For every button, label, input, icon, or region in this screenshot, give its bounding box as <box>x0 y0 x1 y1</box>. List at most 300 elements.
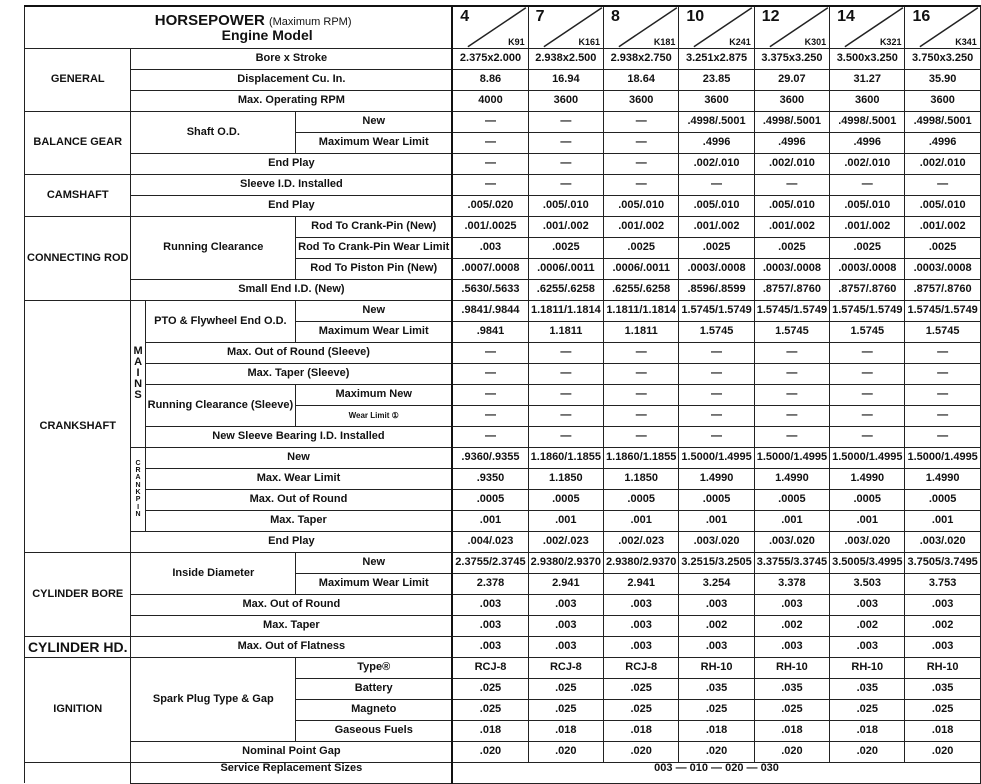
value-cell: 1.1860/1.1855 <box>604 447 679 468</box>
value-cell: RH-10 <box>830 657 905 678</box>
row-bore-taper <box>25 615 981 636</box>
value-cell: 3.500x3.250 <box>830 48 905 69</box>
row-point-gap <box>25 741 981 762</box>
value-cell: — <box>452 153 528 174</box>
mains-vertical-label <box>131 300 145 447</box>
value-cell: 3.251x2.875 <box>679 48 754 69</box>
value-cell: — <box>452 342 528 363</box>
label-type: Type® <box>296 657 453 678</box>
row-mains-od-new <box>25 300 981 321</box>
value-cell: 16.94 <box>528 69 603 90</box>
value-cell: .003 <box>528 594 603 615</box>
value-cell: .4996 <box>905 132 980 153</box>
value-cell: .003 <box>528 615 603 636</box>
label-pto-flywheel-od: PTO & Flywheel End O.D. <box>145 300 296 342</box>
value-cell: .003 <box>452 237 528 258</box>
label-battery: Battery <box>296 678 453 699</box>
value-cell: — <box>679 405 754 426</box>
value-cell: .003 <box>679 594 754 615</box>
row-bore-out-of-round <box>25 594 981 615</box>
value-cell: .003 <box>830 594 905 615</box>
value-cell: — <box>452 132 528 153</box>
crankpin-letter: A <box>135 474 141 482</box>
value-cell: 2.375x2.000 <box>452 48 528 69</box>
model-header <box>679 6 754 48</box>
value-cell: .005/.010 <box>905 195 980 216</box>
value-cell: — <box>528 153 603 174</box>
value-cell: — <box>528 342 603 363</box>
value-cell: .003 <box>452 636 528 657</box>
value-cell: 2.9380/2.9370 <box>528 552 603 573</box>
value-cell: 1.1860/1.1855 <box>528 447 603 468</box>
value-cell: — <box>452 363 528 384</box>
value-cell: 1.5745/1.5749 <box>679 300 754 321</box>
section-camshaft: CAMSHAFT <box>25 174 131 216</box>
value-cell: 2.941 <box>528 573 603 594</box>
value-cell: — <box>905 426 980 447</box>
value-cell: .003 <box>604 636 679 657</box>
section-crankshaft: CRANKSHAFT <box>25 300 131 552</box>
value-cell: — <box>528 174 603 195</box>
value-cell: RCJ-8 <box>528 657 603 678</box>
value-cell: .0025 <box>905 237 980 258</box>
value-cell: .001 <box>679 510 754 531</box>
value-cell: .005/.020 <box>452 195 528 216</box>
value-cell: — <box>604 405 679 426</box>
value-cell: 8.86 <box>452 69 528 90</box>
value-cell: .005/.010 <box>604 195 679 216</box>
label-service-replacement-sizes: Service Replacement Sizes <box>131 762 452 783</box>
value-cell: .0025 <box>528 237 603 258</box>
label-new-sleeve-bearing-id: New Sleeve Bearing I.D. Installed <box>145 426 452 447</box>
value-cell: .003 <box>452 594 528 615</box>
value-cell: .4998/.5001 <box>754 111 829 132</box>
value-cell: .001 <box>754 510 829 531</box>
value-cell: 1.1850 <box>604 468 679 489</box>
value-cell: — <box>528 384 603 405</box>
value-cell: .002 <box>830 615 905 636</box>
label-max-out-of-round: Max. Out of Round <box>145 489 452 510</box>
value-cell: .025 <box>604 678 679 699</box>
value-cell: .025 <box>679 699 754 720</box>
value-cell: .003 <box>830 636 905 657</box>
row-bore-stroke <box>25 48 981 69</box>
value-cell: .005/.010 <box>830 195 905 216</box>
value-cell: 31.27 <box>830 69 905 90</box>
value-cell: 1.5745/1.5749 <box>905 300 980 321</box>
row-crankpin-new <box>25 447 981 468</box>
row-crankpin-out-of-round <box>25 489 981 510</box>
value-cell: .004/.023 <box>452 531 528 552</box>
value-cell: 1.1811 <box>604 321 679 342</box>
value-cell: 1.4990 <box>679 468 754 489</box>
value-cell: .025 <box>528 699 603 720</box>
value-cell: .003/.020 <box>905 531 980 552</box>
value-cell: .6255/.6258 <box>528 279 603 300</box>
value-cell: .001/.002 <box>905 216 980 237</box>
value-cell: .0025 <box>830 237 905 258</box>
value-cell: — <box>754 405 829 426</box>
label-spark-plug-type-gap: Spark Plug Type & Gap <box>131 657 296 741</box>
row-cam-end-play <box>25 195 981 216</box>
value-cell: — <box>905 363 980 384</box>
value-cell: 1.5000/1.4995 <box>679 447 754 468</box>
mains-letter: M <box>133 345 143 357</box>
label-max-taper: Max. Taper <box>145 510 452 531</box>
value-cell: — <box>452 174 528 195</box>
value-cell: .020 <box>905 741 980 762</box>
value-cell: .025 <box>905 699 980 720</box>
value-cell: .0003/.0008 <box>830 258 905 279</box>
value-cell: .001 <box>830 510 905 531</box>
value-cell: 35.90 <box>905 69 980 90</box>
value-cell: .002/.023 <box>604 531 679 552</box>
value-cell: .4996 <box>830 132 905 153</box>
value-cell: 1.5745 <box>905 321 980 342</box>
value-cell: .002 <box>679 615 754 636</box>
value-cell: .020 <box>679 741 754 762</box>
value-cell: — <box>830 426 905 447</box>
table-header <box>25 6 453 48</box>
label-max-wear-limit: Maximum Wear Limit <box>296 132 453 153</box>
label-bore-stroke: Bore x Stroke <box>131 48 452 69</box>
value-cell: — <box>528 426 603 447</box>
value-cell: 3600 <box>528 90 603 111</box>
value-cell: .9360/.9355 <box>452 447 528 468</box>
value-cell: — <box>452 111 528 132</box>
header-subtitle: Engine Model <box>221 26 313 43</box>
value-cell: 1.1811/1.1814 <box>528 300 603 321</box>
value-cell: 3.375x3.250 <box>754 48 829 69</box>
model-number: K181 <box>653 36 676 47</box>
mains-letter: S <box>134 389 142 401</box>
value-cell: — <box>905 405 980 426</box>
value-cell: 3.503 <box>830 573 905 594</box>
value-cell: 3600 <box>679 90 754 111</box>
value-cell: .025 <box>452 699 528 720</box>
value-cell: .035 <box>679 678 754 699</box>
value-cell: .003 <box>604 594 679 615</box>
value-cell: — <box>604 153 679 174</box>
value-cell: — <box>528 405 603 426</box>
value-cell: — <box>528 363 603 384</box>
value-cell: .4998/.5001 <box>905 111 980 132</box>
value-cell: 3.7505/3.7495 <box>905 552 980 573</box>
value-cell: — <box>679 342 754 363</box>
value-cell: — <box>679 363 754 384</box>
value-cell: .025 <box>528 678 603 699</box>
value-cell: 18.64 <box>604 69 679 90</box>
header-title: HORSEPOWER <box>154 11 265 29</box>
crankpin-vertical-label <box>131 447 145 531</box>
value-cell: — <box>830 384 905 405</box>
label-small-end-id: Small End I.D. (New) <box>131 279 452 300</box>
section-cylinder-hd: CYLINDER HD. <box>25 636 131 657</box>
value-cell: 3.753 <box>905 573 980 594</box>
mains-letter: A <box>134 356 143 368</box>
value-cell: 1.5745 <box>830 321 905 342</box>
value-cell: 1.5000/1.4995 <box>830 447 905 468</box>
value-cell: .4996 <box>679 132 754 153</box>
value-cell: 2.378 <box>452 573 528 594</box>
value-cell: 2.3755/2.3745 <box>452 552 528 573</box>
value-cell: .0003/.0008 <box>754 258 829 279</box>
row-rod-crankpin-new <box>25 216 981 237</box>
value-cell: .4998/.5001 <box>679 111 754 132</box>
label-displacement: Displacement Cu. In. <box>131 69 452 90</box>
value-cell: .002/.023 <box>528 531 603 552</box>
model-header <box>754 6 829 48</box>
crankpin-letter: K <box>135 489 141 496</box>
value-cell: 29.07 <box>754 69 829 90</box>
service-sizes-values: 003 — 010 — 020 — 030 <box>452 762 980 783</box>
model-number: K91 <box>508 36 525 47</box>
label-max-rpm: Max. Operating RPM <box>131 90 452 111</box>
value-cell: 1.5745 <box>754 321 829 342</box>
value-cell: — <box>754 342 829 363</box>
label-max-wear-limit-short: Max. Wear Limit <box>145 468 452 489</box>
value-cell: .002/.010 <box>905 153 980 174</box>
blank-cell <box>25 762 131 783</box>
value-cell: — <box>754 363 829 384</box>
row-mains-rc-new <box>25 384 981 405</box>
value-cell: .001/.002 <box>528 216 603 237</box>
label-max-taper: Max. Taper <box>131 615 452 636</box>
value-cell: .0005 <box>604 489 679 510</box>
row-small-end-id <box>25 279 981 300</box>
label-rod-to-crankpin-wear: Rod To Crank-Pin Wear Limit <box>296 237 453 258</box>
value-cell: .025 <box>452 678 528 699</box>
value-cell: .0006/.0011 <box>604 258 679 279</box>
value-cell: — <box>830 363 905 384</box>
value-cell: 3.5005/3.4995 <box>830 552 905 573</box>
value-cell: .0006/.0011 <box>528 258 603 279</box>
value-cell: .025 <box>754 699 829 720</box>
value-cell: .9841 <box>452 321 528 342</box>
row-mains-sleeve-id <box>25 426 981 447</box>
value-cell: — <box>905 174 980 195</box>
value-cell: — <box>754 384 829 405</box>
value-cell: — <box>452 384 528 405</box>
value-cell: .003 <box>905 594 980 615</box>
label-rod-to-crankpin-new: Rod To Crank-Pin (New) <box>296 216 453 237</box>
value-cell: .020 <box>604 741 679 762</box>
value-cell: 2.938x2.500 <box>528 48 603 69</box>
label-crankpin-new: New <box>145 447 452 468</box>
value-cell: .018 <box>905 720 980 741</box>
model-number: K341 <box>955 36 977 47</box>
crankpin-letter: C <box>135 459 141 467</box>
mains-letter: N <box>134 378 143 390</box>
value-cell: .5630/.5633 <box>452 279 528 300</box>
value-cell: .020 <box>830 741 905 762</box>
value-cell: .003 <box>754 594 829 615</box>
model-header <box>604 6 679 48</box>
value-cell: — <box>830 174 905 195</box>
value-cell: — <box>452 405 528 426</box>
label-max-out-of-round: Max. Out of Round <box>131 594 452 615</box>
value-cell: 3600 <box>905 90 980 111</box>
value-cell: RH-10 <box>905 657 980 678</box>
value-cell: .001/.0025 <box>452 216 528 237</box>
value-cell: — <box>754 426 829 447</box>
value-cell: 3.750x3.250 <box>905 48 980 69</box>
value-cell: 3.2515/3.2505 <box>679 552 754 573</box>
value-cell: .018 <box>830 720 905 741</box>
label-end-play: End Play <box>131 195 452 216</box>
value-cell: .003 <box>528 636 603 657</box>
model-hp: 7 <box>535 8 545 25</box>
value-cell: .001/.002 <box>604 216 679 237</box>
row-mains-out-of-round <box>25 342 981 363</box>
model-hp: 16 <box>912 8 931 25</box>
section-connecting-rod: CONNECTING ROD <box>25 216 131 300</box>
value-cell: 1.1850 <box>528 468 603 489</box>
value-cell: 3600 <box>830 90 905 111</box>
engine-spec-table <box>24 5 981 784</box>
crankpin-letter: N <box>135 481 141 489</box>
model-hp: 4 <box>460 8 470 25</box>
value-cell: 3600 <box>754 90 829 111</box>
value-cell: .0005 <box>452 489 528 510</box>
value-cell: .003/.020 <box>679 531 754 552</box>
value-cell: .002/.010 <box>679 153 754 174</box>
value-cell: .0003/.0008 <box>905 258 980 279</box>
spec-sheet <box>24 5 981 784</box>
value-cell: — <box>905 342 980 363</box>
value-cell: 1.1811 <box>528 321 603 342</box>
value-cell: .0005 <box>830 489 905 510</box>
value-cell: .005/.010 <box>679 195 754 216</box>
section-ignition: IGNITION <box>25 657 131 762</box>
value-cell: 3.378 <box>754 573 829 594</box>
value-cell: .002 <box>905 615 980 636</box>
model-number: K301 <box>804 36 827 47</box>
label-max-wear-limit: Maximum Wear Limit <box>296 321 453 342</box>
value-cell: RCJ-8 <box>452 657 528 678</box>
value-cell: — <box>604 363 679 384</box>
value-cell: — <box>754 174 829 195</box>
value-cell: 2.938x2.750 <box>604 48 679 69</box>
section-balance-gear: BALANCE GEAR <box>25 111 131 174</box>
spec-table-body <box>25 6 981 783</box>
label-magneto: Magneto <box>296 699 453 720</box>
value-cell: .0025 <box>604 237 679 258</box>
value-cell: .001 <box>604 510 679 531</box>
row-bal-shaft-new <box>25 111 981 132</box>
value-cell: RCJ-8 <box>604 657 679 678</box>
crankpin-letter: N <box>135 511 141 519</box>
label-max-wear-limit: Maximum Wear Limit <box>296 573 453 594</box>
value-cell: RH-10 <box>754 657 829 678</box>
label-maximum-new: Maximum New <box>296 384 453 405</box>
row-mains-taper <box>25 363 981 384</box>
value-cell: — <box>604 174 679 195</box>
value-cell: — <box>528 111 603 132</box>
label-sleeve-id-installed: Sleeve I.D. Installed <box>131 174 452 195</box>
value-cell: 1.4990 <box>905 468 980 489</box>
label-max-out-of-round-sleeve: Max. Out of Round (Sleeve) <box>145 342 452 363</box>
value-cell: 3.3755/3.3745 <box>754 552 829 573</box>
label-new: New <box>296 552 453 573</box>
value-cell: .8757/.8760 <box>754 279 829 300</box>
value-cell: .4998/.5001 <box>830 111 905 132</box>
row-plug-type <box>25 657 981 678</box>
model-hp: 10 <box>686 8 705 25</box>
value-cell: .0005 <box>905 489 980 510</box>
value-cell: 4000 <box>452 90 528 111</box>
value-cell: 23.85 <box>679 69 754 90</box>
value-cell: .020 <box>452 741 528 762</box>
value-cell: .025 <box>604 699 679 720</box>
value-cell: .035 <box>830 678 905 699</box>
value-cell: .003 <box>754 636 829 657</box>
value-cell: .6255/.6258 <box>604 279 679 300</box>
value-cell: .003 <box>905 636 980 657</box>
value-cell: .025 <box>830 699 905 720</box>
value-cell: 1.5745/1.5749 <box>830 300 905 321</box>
row-service-sizes <box>25 762 981 783</box>
value-cell: .002/.010 <box>754 153 829 174</box>
value-cell: .035 <box>754 678 829 699</box>
value-cell: .002 <box>754 615 829 636</box>
label-end-play: End Play <box>131 531 452 552</box>
section-general: GENERAL <box>25 48 131 111</box>
value-cell: .0005 <box>679 489 754 510</box>
value-cell: — <box>604 132 679 153</box>
value-cell: .8757/.8760 <box>905 279 980 300</box>
crankpin-letter: P <box>135 496 141 504</box>
value-cell: .018 <box>528 720 603 741</box>
model-header <box>905 6 980 48</box>
value-cell: .018 <box>452 720 528 741</box>
label-shaft-od: Shaft O.D. <box>131 111 296 153</box>
row-crankpin-wear <box>25 468 981 489</box>
model-number: K321 <box>879 36 902 47</box>
header-title-note: (Maximum RPM) <box>268 15 352 28</box>
value-cell: .005/.010 <box>528 195 603 216</box>
value-cell: 3.254 <box>679 573 754 594</box>
model-header <box>528 6 603 48</box>
value-cell: 1.5000/1.4995 <box>905 447 980 468</box>
value-cell: — <box>679 174 754 195</box>
value-cell: .8757/.8760 <box>830 279 905 300</box>
value-cell: — <box>679 426 754 447</box>
value-cell: .003/.020 <box>830 531 905 552</box>
value-cell: — <box>905 384 980 405</box>
row-displacement <box>25 69 981 90</box>
value-cell: .001/.002 <box>679 216 754 237</box>
value-cell: 1.4990 <box>754 468 829 489</box>
value-cell: — <box>452 426 528 447</box>
value-cell: 1.5745/1.5749 <box>754 300 829 321</box>
value-cell: .001 <box>905 510 980 531</box>
crankpin-letter: I <box>137 503 140 511</box>
label-end-play: End Play <box>131 153 452 174</box>
row-head-flatness <box>25 636 981 657</box>
value-cell: .018 <box>604 720 679 741</box>
value-cell: 1.5000/1.4995 <box>754 447 829 468</box>
value-cell: 1.4990 <box>830 468 905 489</box>
model-hp: 12 <box>761 8 780 25</box>
value-cell: — <box>679 384 754 405</box>
label-wear-limit-note: Wear Limit ① <box>296 405 453 426</box>
value-cell: .9841/.9844 <box>452 300 528 321</box>
model-hp: 8 <box>611 8 620 25</box>
section-cylinder-bore: CYLINDER BORE <box>25 552 131 636</box>
value-cell: .0007/.0008 <box>452 258 528 279</box>
value-cell: .018 <box>679 720 754 741</box>
